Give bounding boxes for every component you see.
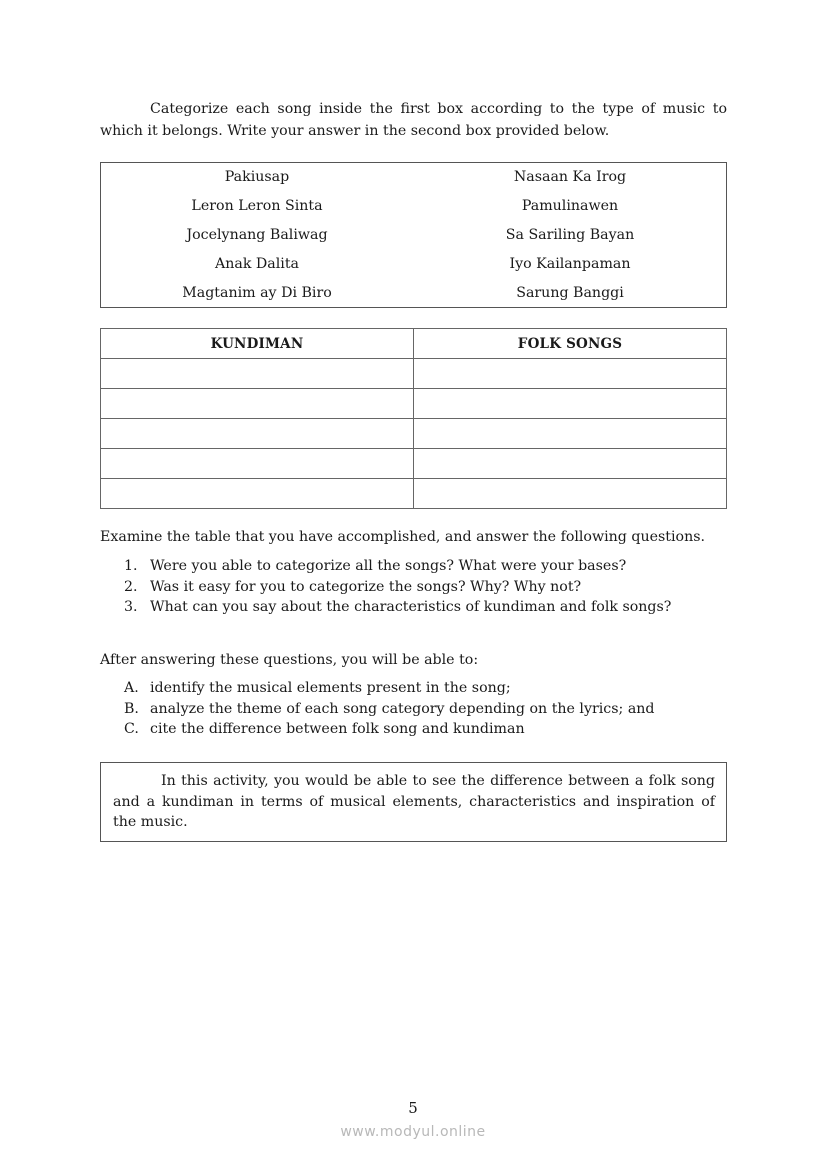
question-item (124, 597, 671, 618)
song-item: Pamulinawen (521, 198, 619, 214)
objective-letter: A. (124, 680, 139, 696)
song-item: Sa Sariling Bayan (505, 227, 635, 243)
song-item: Sarung Banggi (516, 285, 624, 301)
folk-song-answer-cell[interactable] (414, 389, 727, 419)
song-item: Jocelynang Baliwag (186, 227, 328, 243)
folk-song-answer-cell[interactable] (414, 449, 727, 479)
folk-song-answer-cell[interactable] (414, 419, 727, 449)
song-item: Anak Dalita (214, 256, 300, 272)
song-column-right (414, 167, 726, 312)
activity-note-box (100, 762, 727, 842)
table-row (101, 419, 727, 449)
table-row (101, 389, 727, 419)
objectives-list (124, 678, 655, 740)
folk-song-answer-cell[interactable] (414, 479, 727, 509)
question-item (124, 556, 671, 577)
table-row (101, 359, 727, 389)
kundiman-answer-cell[interactable] (101, 419, 414, 449)
table-header-row (101, 329, 727, 359)
question-text: Were you able to categorize all the songs? What were your bases? (150, 558, 627, 574)
table-row (101, 479, 727, 509)
folk-song-answer-cell[interactable] (414, 359, 727, 389)
objective-text: analyze the theme of each song category depending on the lyrics; and (150, 700, 655, 717)
table-row (101, 449, 727, 479)
watermark: www.modyul.online (340, 1124, 486, 1140)
song-item: Nasaan Ka Irog (513, 169, 627, 185)
objective-text: identify the musical elements present in the song; (150, 680, 511, 696)
objective-item (124, 719, 655, 740)
kundiman-answer-cell[interactable] (101, 479, 414, 509)
song-column-left (101, 167, 413, 312)
song-list-box (100, 162, 727, 308)
objective-item (124, 678, 655, 699)
song-item: Leron Leron Sinta (191, 198, 323, 214)
header-folk-songs: FOLK SONGS (414, 329, 727, 359)
page-number: 5 (408, 1099, 418, 1117)
intro-instructions: Categorize each song inside the first box according to the type of music to which it belongs. Write your answer in the second box provided below. (100, 101, 727, 139)
kundiman-answer-cell[interactable] (101, 359, 414, 389)
objective-item (124, 699, 655, 720)
question-number: 2. (124, 578, 138, 595)
objective-letter: B. (124, 700, 139, 717)
question-number: 3. (124, 599, 138, 615)
question-number: 1. (124, 558, 138, 574)
objectives-lead: After answering these questions, you will be able to: (100, 652, 479, 668)
song-item: Pakiusap (224, 169, 290, 185)
question-text: Was it easy for you to categorize the songs? Why? Why not? (150, 578, 582, 595)
song-item: Iyo Kailanpaman (509, 256, 631, 272)
objective-text: cite the difference between folk song and kundiman (150, 721, 525, 737)
song-item: Magtanim ay Di Biro (182, 285, 332, 301)
question-text: What can you say about the characteristics of kundiman and folk songs? (150, 599, 672, 615)
header-kundiman: KUNDIMAN (101, 329, 414, 359)
questions-lead: Examine the table that you have accomplished, and answer the following questions. (100, 529, 705, 545)
activity-note-text: In this activity, you would be able to see the difference between a folk song and a kundiman in terms of musical elements, characteristics and inspiration of the music. (113, 773, 715, 830)
kundiman-answer-cell[interactable] (101, 389, 414, 419)
answer-table (100, 328, 727, 509)
questions-list (124, 556, 671, 618)
kundiman-answer-cell[interactable] (101, 449, 414, 479)
objective-letter: C. (124, 721, 139, 737)
question-item (124, 577, 671, 598)
